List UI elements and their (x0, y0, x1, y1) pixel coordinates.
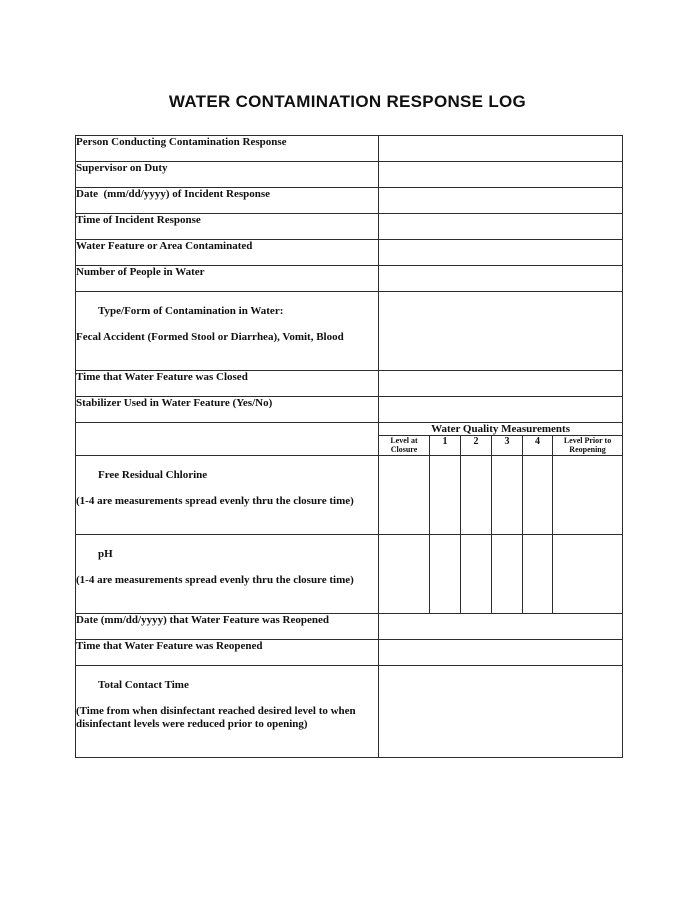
field-label-contamination-type (76, 292, 379, 371)
table-row (76, 188, 623, 214)
measurement-cell-chlorine-4[interactable] (523, 456, 553, 535)
response-log-table (75, 135, 623, 758)
measurement-cell-ph-closure[interactable] (379, 535, 430, 614)
measurement-cell-ph-1[interactable] (430, 535, 461, 614)
table-row (76, 640, 623, 666)
input-cell-water-feature[interactable] (379, 240, 623, 266)
measurements-spacer-cell (76, 423, 379, 456)
field-label-total-contact-time (76, 666, 379, 758)
table-row (76, 240, 623, 266)
column-header-3: 3 (492, 436, 523, 456)
page-title: WATER CONTAMINATION RESPONSE LOG (168, 92, 527, 111)
field-label-incident-time: Time of Incident Response (76, 214, 379, 240)
measurement-cell-ph-reopening[interactable] (553, 535, 623, 614)
field-label-supervisor: Supervisor on Duty (76, 162, 379, 188)
measurements-section-header: Water Quality Measurements (379, 423, 623, 436)
measurement-cell-chlorine-2[interactable] (461, 456, 492, 535)
table-row (76, 292, 623, 371)
field-label-date-reopened: Date (mm/dd/yyyy) that Water Feature was Reopened (76, 614, 379, 640)
measurement-cell-chlorine-closure[interactable] (379, 456, 430, 535)
measurement-cell-chlorine-reopening[interactable] (553, 456, 623, 535)
measurement-cell-ph-3[interactable] (492, 535, 523, 614)
measurement-cell-ph-4[interactable] (523, 535, 553, 614)
field-label-free-residual-chlorine (76, 456, 379, 535)
column-header-2: 2 (461, 436, 492, 456)
input-cell-date-reopened[interactable] (379, 614, 623, 640)
field-label-note: (Time from when disinfectant reached desired level to when disinfectant levels were reduced prior to opening) (76, 705, 359, 730)
field-label-note: (1-4 are measurements spread evenly thru the closure time) (76, 574, 354, 586)
input-cell-people-in-water[interactable] (379, 266, 623, 292)
input-cell-time-closed[interactable] (379, 371, 623, 397)
measurement-cell-chlorine-3[interactable] (492, 456, 523, 535)
field-label-ph (76, 535, 379, 614)
column-header-level-at-closure: Level at Closure (379, 436, 430, 456)
input-cell-total-contact-time[interactable] (379, 666, 623, 758)
field-label-time-reopened: Time that Water Feature was Reopened (76, 640, 379, 666)
input-cell-incident-time[interactable] (379, 214, 623, 240)
field-label-incident-date: Date (mm/dd/yyyy) of Incident Response (76, 188, 379, 214)
input-cell-time-reopened[interactable] (379, 640, 623, 666)
field-label-person-conducting: Person Conducting Contamination Response (76, 136, 379, 162)
table-row (76, 666, 623, 758)
table-row (76, 162, 623, 188)
column-header-level-prior-reopening: Level Prior to Reopening (553, 436, 623, 456)
field-label-people-in-water: Number of People in Water (76, 266, 379, 292)
field-label-stabilizer: Stabilizer Used in Water Feature (Yes/No) (76, 397, 379, 423)
table-row (76, 423, 623, 436)
table-row (76, 535, 623, 614)
table-row (76, 371, 623, 397)
field-label-note: Fecal Accident (Formed Stool or Diarrhea), Vomit, Blood (76, 331, 344, 343)
table-row (76, 614, 623, 640)
field-label-note: (1-4 are measurements spread evenly thru the closure time) (76, 495, 354, 507)
column-header-1: 1 (430, 436, 461, 456)
measurement-cell-chlorine-1[interactable] (430, 456, 461, 535)
column-header-4: 4 (523, 436, 553, 456)
input-cell-incident-date[interactable] (379, 188, 623, 214)
input-cell-supervisor[interactable] (379, 162, 623, 188)
table-row (76, 456, 623, 535)
field-label-time-closed: Time that Water Feature was Closed (76, 371, 379, 397)
table-row (76, 136, 623, 162)
field-label-text: Free Residual Chlorine (98, 469, 208, 481)
field-label-text: Total Contact Time (98, 679, 189, 691)
table-row (76, 214, 623, 240)
field-label-text: Type/Form of Contamination in Water: (98, 305, 284, 317)
field-label-text: pH (98, 548, 113, 560)
input-cell-contamination-type[interactable] (379, 292, 623, 371)
table-row (76, 397, 623, 423)
table-row (76, 266, 623, 292)
input-cell-person-conducting[interactable] (379, 136, 623, 162)
measurement-cell-ph-2[interactable] (461, 535, 492, 614)
input-cell-stabilizer[interactable] (379, 397, 623, 423)
field-label-water-feature: Water Feature or Area Contaminated (76, 240, 379, 266)
